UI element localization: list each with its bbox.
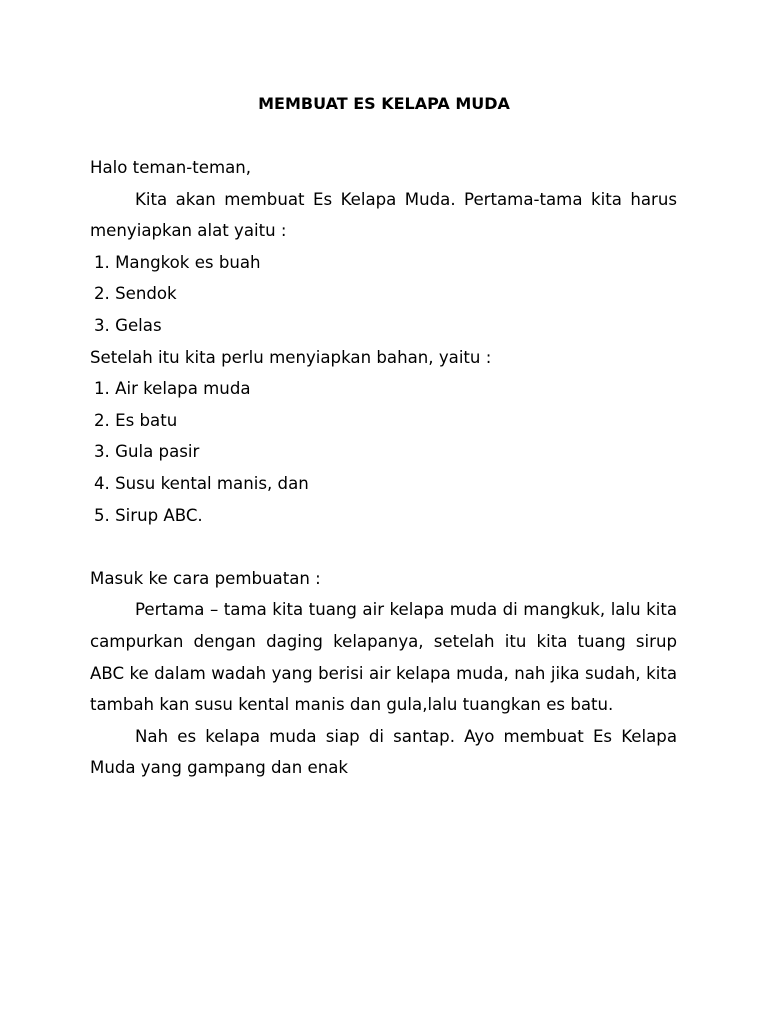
closing-paragraph: Nah es kelapa muda siap di santap. Ayo membuat Es Kelapa Muda yang gampang dan enak (90, 726, 677, 778)
method-heading: Masuk ke cara pembuatan : (90, 568, 321, 588)
greeting-line: Halo teman-teman, (90, 158, 252, 177)
list-item: 3. Gelas (94, 315, 162, 335)
tools-list (90, 247, 677, 342)
method-paragraph: Pertama – tama kita tuang air kelapa muda di mangkuk, lalu kita campurkan dengan daging kelapanya, setelah itu kita tuang sirup ABC ke dalam wadah yang berisi air kelapa muda, nah jika sudah, kita tambah kan susu kental manis dan gula,lalu tuangkan es batu. (90, 600, 677, 715)
list-item: 3. Gula pasir (94, 442, 200, 462)
list-item: 4. Susu kental manis, dan (94, 473, 309, 493)
ingredients-list (90, 373, 677, 531)
intro-paragraph: Kita akan membuat Es Kelapa Muda. Pertama-tama kita harus menyiapkan alat yaitu : (90, 189, 677, 241)
list-item: 2. Sendok (94, 284, 177, 304)
list-item: 1. Mangkok es buah (94, 252, 261, 272)
list-item: 2. Es batu (94, 410, 178, 430)
document-body (90, 152, 677, 784)
list-item: 5. Sirup ABC. (94, 505, 203, 525)
ingredients-intro: Setelah itu kita perlu menyiapkan bahan, yaitu : (90, 347, 492, 367)
blank-line (90, 531, 677, 563)
document-title: MEMBUAT ES KELAPA MUDA (258, 94, 510, 113)
list-item: 1. Air kelapa muda (94, 379, 251, 399)
